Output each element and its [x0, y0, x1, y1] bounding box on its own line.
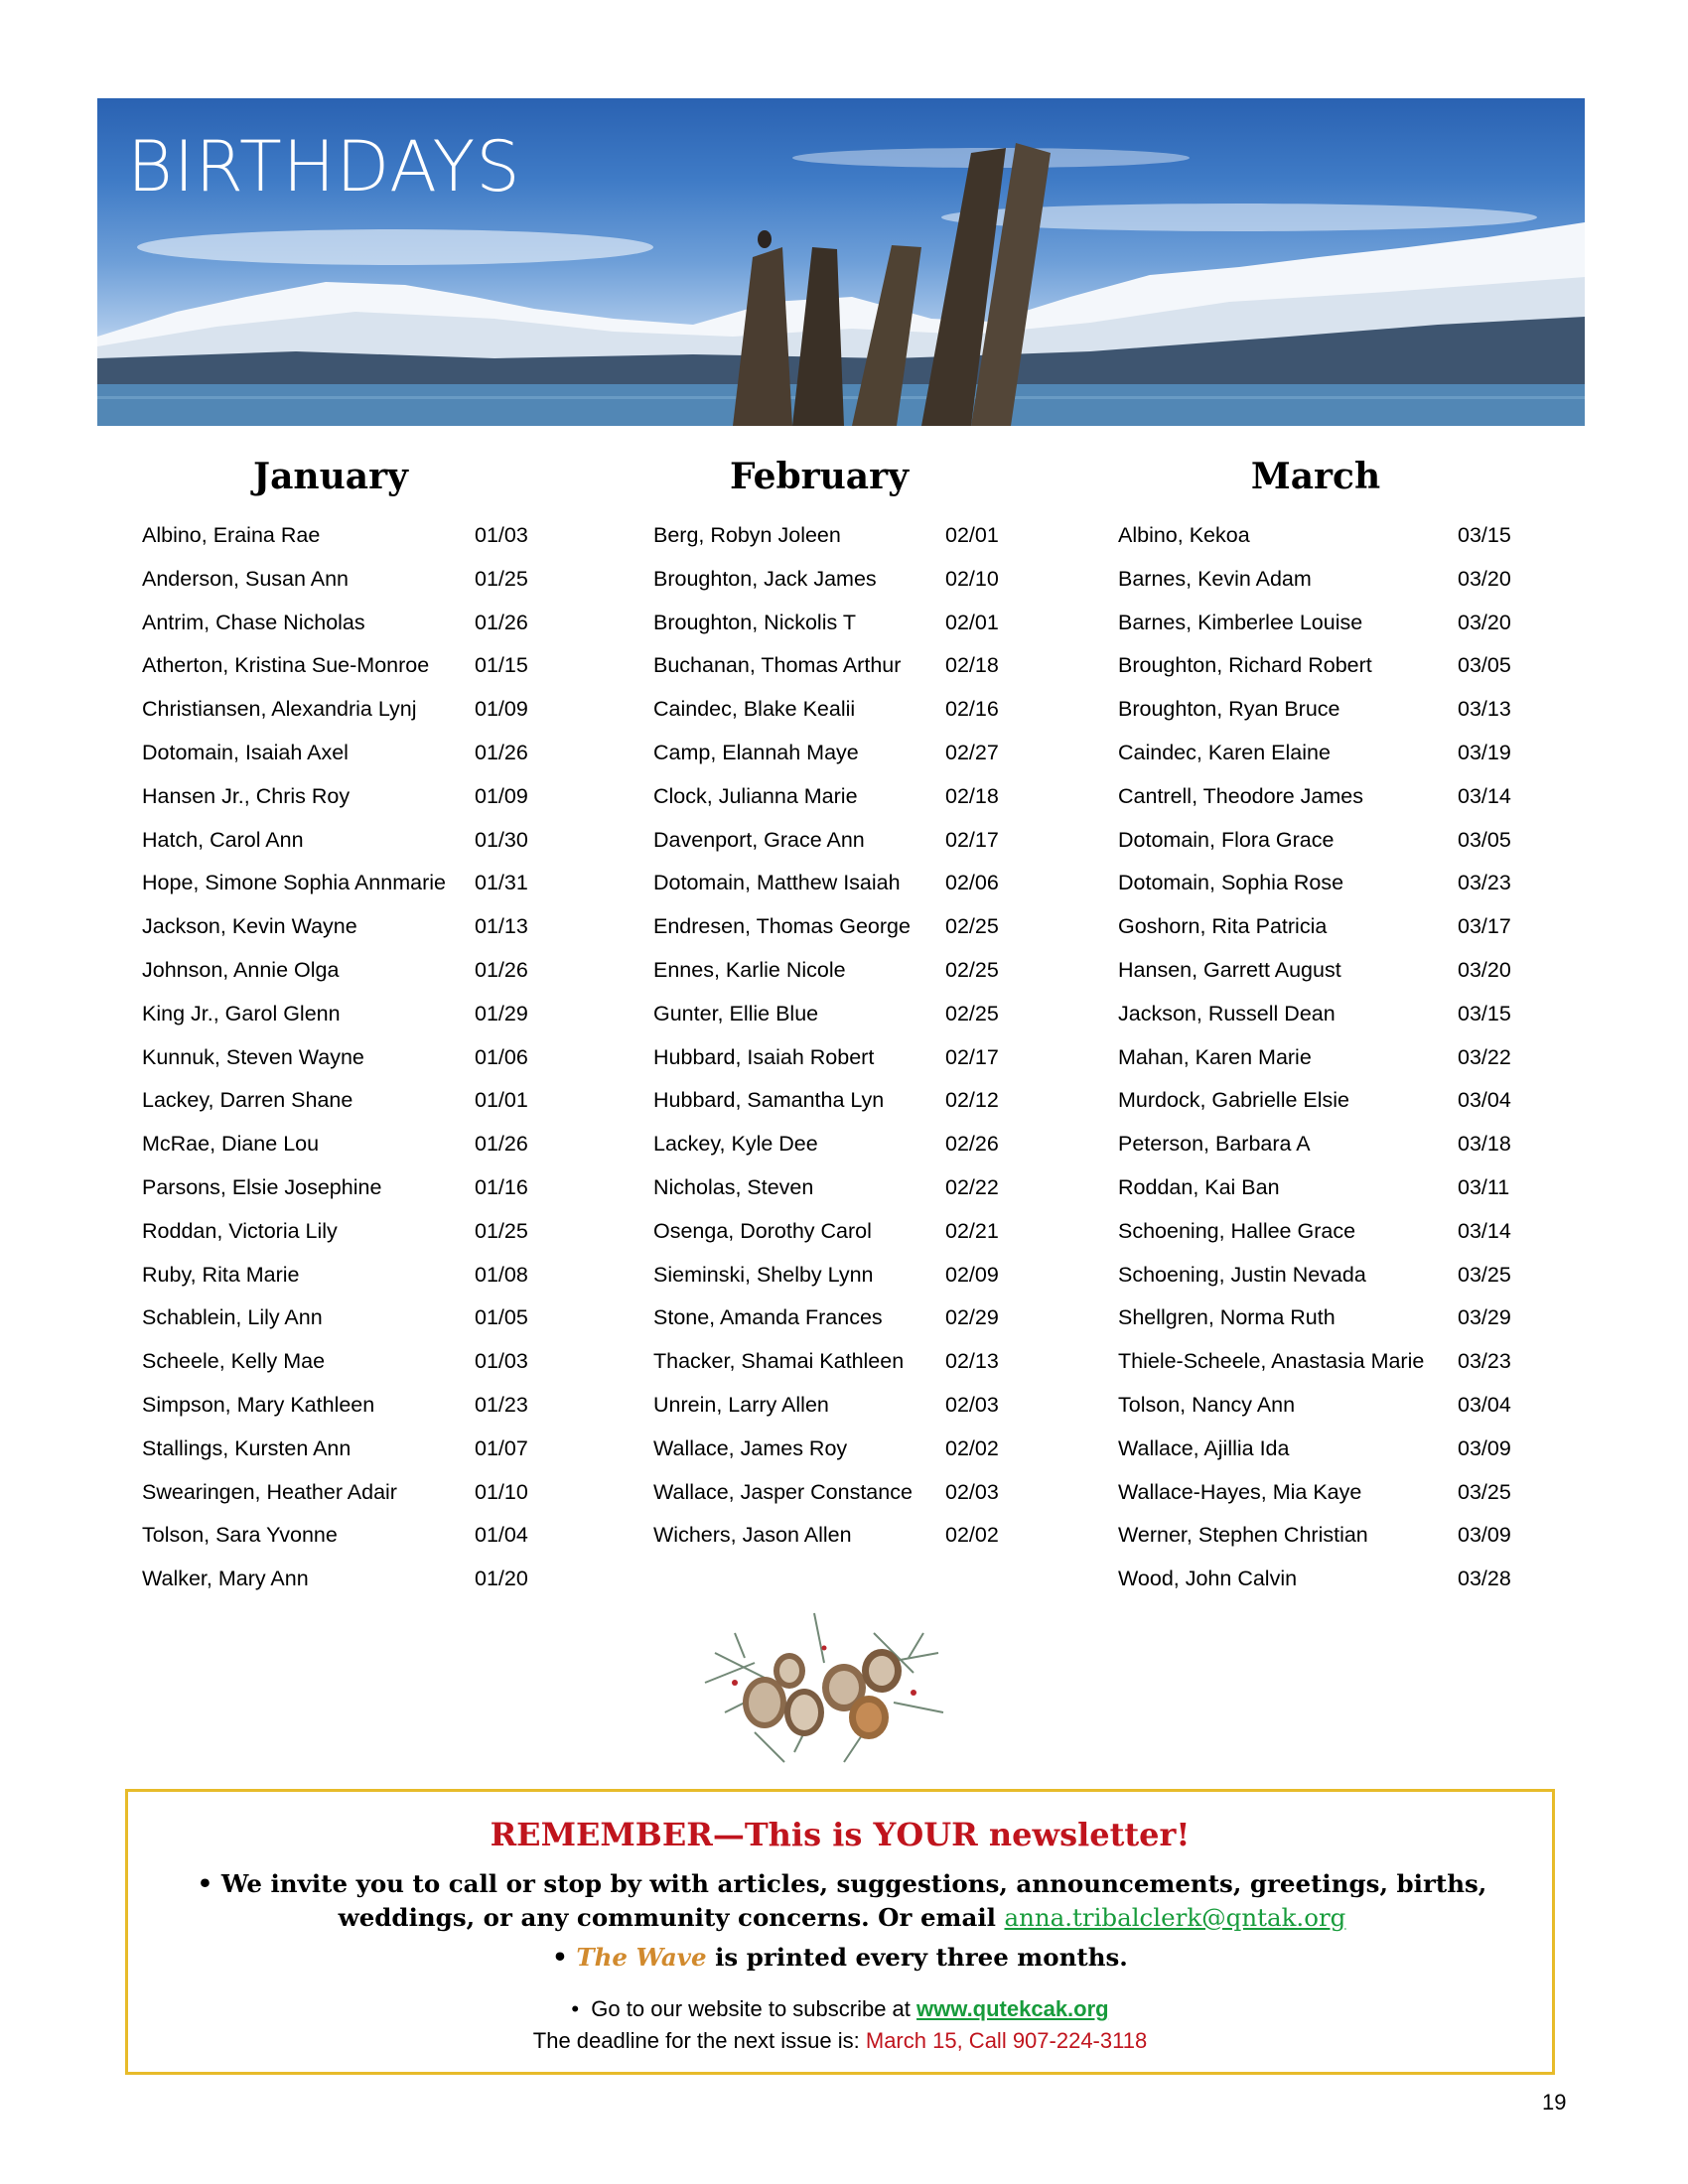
website-text: Go to our website to subscribe at — [591, 1996, 911, 2021]
birthday-date: 03/05 — [1458, 653, 1511, 678]
birthday-name: Johnson, Annie Olga — [142, 957, 340, 982]
birthday-name: Thacker, Shamai Kathleen — [653, 1349, 905, 1374]
website-line — [128, 1996, 1552, 2022]
birthday-name: Endresen, Thomas George — [653, 914, 911, 939]
birthday-name: Christiansen, Alexandria Lynj — [142, 697, 417, 722]
birthday-name: Stone, Amanda Frances — [653, 1305, 883, 1330]
birthday-row — [1082, 560, 1579, 604]
birthday-name: Hansen Jr., Chris Roy — [142, 783, 351, 808]
birthday-row — [97, 1473, 554, 1517]
birthday-row — [606, 1386, 1033, 1430]
birthday-name: Caindec, Karen Elaine — [1118, 740, 1331, 764]
birthday-name: Lackey, Darren Shane — [142, 1088, 353, 1113]
birthday-name: Tolson, Nancy Ann — [1118, 1392, 1296, 1417]
birthday-row — [606, 1081, 1033, 1125]
birthday-name: Simpson, Mary Kathleen — [142, 1392, 375, 1417]
birthday-row — [606, 1298, 1033, 1342]
birthday-row — [606, 1038, 1033, 1082]
birthday-name: Roddan, Kai Ban — [1118, 1174, 1280, 1199]
birthday-date: 01/26 — [475, 740, 528, 764]
birthday-row — [1082, 821, 1579, 865]
pinecone-garland-image — [695, 1593, 953, 1772]
birthday-name: Broughton, Jack James — [653, 566, 877, 591]
birthday-date: 01/25 — [475, 1218, 528, 1243]
birthday-date: 01/26 — [475, 610, 528, 634]
page-number: 19 — [1542, 2090, 1567, 2115]
birthday-name: Sieminski, Shelby Lynn — [653, 1262, 874, 1287]
january-column — [97, 445, 554, 1603]
birthday-name: Dotomain, Sophia Rose — [1118, 871, 1344, 895]
birthday-row — [97, 907, 554, 951]
deadline-text: The deadline for the next issue is: — [532, 2028, 860, 2053]
birthday-row — [1082, 951, 1579, 995]
birthday-name: Osenga, Dorothy Carol — [653, 1218, 872, 1243]
birthday-name: Murdock, Gabrielle Elsie — [1118, 1088, 1350, 1113]
birthday-date: 01/07 — [475, 1435, 528, 1460]
month-heading-february: February — [729, 456, 910, 497]
birthday-date: 03/17 — [1458, 914, 1511, 939]
february-list — [606, 516, 1033, 1560]
birthday-date: 03/23 — [1458, 1349, 1511, 1374]
birthday-date: 03/23 — [1458, 871, 1511, 895]
birthday-row — [97, 1516, 554, 1560]
birthday-date: 02/17 — [945, 827, 999, 852]
birthday-row — [1082, 646, 1579, 690]
birthday-row — [1082, 1342, 1579, 1386]
email-link[interactable]: anna.tribalclerk@qntak.org — [1004, 1903, 1346, 1932]
birthday-row — [606, 821, 1033, 865]
birthday-name: Broughton, Nickolis T — [653, 610, 856, 634]
birthday-row — [97, 604, 554, 647]
month-heading-march: March — [1250, 456, 1381, 497]
birthday-name: Buchanan, Thomas Arthur — [653, 653, 902, 678]
birthday-row — [606, 1430, 1033, 1473]
birthday-name: Parsons, Elsie Josephine — [142, 1174, 382, 1199]
birthday-date: 02/02 — [945, 1435, 999, 1460]
birthday-name: Antrim, Chase Nicholas — [142, 610, 365, 634]
remember-box — [125, 1789, 1555, 2075]
birthday-row — [1082, 1125, 1579, 1168]
birthday-name: Davenport, Grace Ann — [653, 827, 865, 852]
birthday-date: 03/15 — [1458, 1001, 1511, 1025]
birthday-name: Schoening, Hallee Grace — [1118, 1218, 1356, 1243]
birthday-name: Scheele, Kelly Mae — [142, 1349, 326, 1374]
birthday-date: 03/20 — [1458, 610, 1511, 634]
birthday-row — [1082, 864, 1579, 907]
birthday-date: 03/14 — [1458, 1218, 1511, 1243]
birthday-date: 02/25 — [945, 1001, 999, 1025]
birthday-name: Thiele-Scheele, Anastasia Marie — [1118, 1349, 1425, 1374]
birthday-name: Mahan, Karen Marie — [1118, 1044, 1312, 1069]
birthday-date: 03/29 — [1458, 1305, 1511, 1330]
birthday-name: Wallace, James Roy — [653, 1435, 848, 1460]
birthdays-banner — [97, 98, 1585, 426]
birthday-name: Gunter, Ellie Blue — [653, 1001, 819, 1025]
birthday-date: 03/14 — [1458, 783, 1511, 808]
birthday-row — [606, 690, 1033, 734]
birthday-row — [1082, 734, 1579, 777]
birthday-row — [97, 560, 554, 604]
birthday-row — [97, 1038, 554, 1082]
banner-title: BIRTHDAYS — [127, 126, 521, 207]
birthday-row — [97, 821, 554, 865]
birthday-name: Peterson, Barbara A — [1118, 1132, 1311, 1157]
birthday-name: Dotomain, Matthew Isaiah — [653, 871, 901, 895]
birthday-date: 01/01 — [475, 1088, 528, 1113]
birthday-date: 01/30 — [475, 827, 528, 852]
birthday-date: 02/10 — [945, 566, 999, 591]
deadline-value: March 15, Call 907-224-3118 — [865, 2028, 1148, 2053]
birthday-row — [97, 1125, 554, 1168]
birthday-date: 03/09 — [1458, 1523, 1511, 1548]
birthday-row — [606, 951, 1033, 995]
birthday-row — [1082, 1038, 1579, 1082]
birthday-row — [606, 1516, 1033, 1560]
birthday-name: Atherton, Kristina Sue-Monroe — [142, 653, 430, 678]
birthday-date: 01/05 — [475, 1305, 528, 1330]
birthday-date: 01/26 — [475, 957, 528, 982]
birthday-row — [97, 646, 554, 690]
birthday-row — [606, 864, 1033, 907]
birthday-date: 02/29 — [945, 1305, 999, 1330]
birthday-date: 01/03 — [475, 523, 528, 547]
birthday-date: 03/28 — [1458, 1567, 1511, 1591]
birthday-name: Jackson, Russell Dean — [1118, 1001, 1336, 1025]
birthday-row — [606, 604, 1033, 647]
wave-line — [128, 1943, 1552, 1972]
birthday-name: Barnes, Kimberlee Louise — [1118, 610, 1363, 634]
birthday-date: 02/27 — [945, 740, 999, 764]
birthday-name: Nicholas, Steven — [653, 1174, 814, 1199]
wave-text: is printed every three months. — [715, 1943, 1128, 1972]
birthday-date: 02/02 — [945, 1523, 999, 1548]
birthday-date: 02/26 — [945, 1132, 999, 1157]
birthday-row — [1082, 604, 1579, 647]
birthday-name: Albino, Eraina Rae — [142, 523, 321, 547]
birthday-name: Jackson, Kevin Wayne — [142, 914, 357, 939]
birthday-row — [606, 777, 1033, 821]
birthday-name: Swearingen, Heather Adair — [142, 1479, 397, 1504]
birthday-date: 03/22 — [1458, 1044, 1511, 1069]
birthday-name: Shellgren, Norma Ruth — [1118, 1305, 1336, 1330]
birthday-name: Werner, Stephen Christian — [1118, 1523, 1368, 1548]
birthday-date: 02/01 — [945, 610, 999, 634]
birthday-date: 02/17 — [945, 1044, 999, 1069]
bullet: • — [552, 1943, 568, 1972]
birthday-date: 02/03 — [945, 1479, 999, 1504]
birthday-row — [97, 1168, 554, 1212]
birthday-row — [97, 1430, 554, 1473]
birthday-name: Wallace-Hayes, Mia Kaye — [1118, 1479, 1362, 1504]
birthday-name: Hansen, Garrett August — [1118, 957, 1341, 982]
remember-title: REMEMBER—This is YOUR newsletter! — [490, 1816, 1191, 1853]
birthday-row — [606, 907, 1033, 951]
birthday-row — [1082, 1430, 1579, 1473]
birthday-row — [606, 516, 1033, 560]
birthday-row — [1082, 1386, 1579, 1430]
birthday-row — [97, 1386, 554, 1430]
birthday-row — [1082, 690, 1579, 734]
birthday-date: 03/11 — [1458, 1174, 1510, 1199]
birthday-row — [1082, 1256, 1579, 1299]
birthday-name: Broughton, Ryan Bruce — [1118, 697, 1340, 722]
birthday-row — [97, 864, 554, 907]
birthday-date: 02/22 — [945, 1174, 999, 1199]
birthday-row — [606, 1168, 1033, 1212]
birthday-name: Kunnuk, Steven Wayne — [142, 1044, 364, 1069]
invite-paragraph — [142, 1867, 1542, 1935]
birthday-name: Stallings, Kursten Ann — [142, 1435, 352, 1460]
birthday-row — [97, 690, 554, 734]
birthday-row — [1082, 777, 1579, 821]
birthday-date: 02/18 — [945, 783, 999, 808]
birthday-date: 01/16 — [475, 1174, 528, 1199]
birthday-name: Roddan, Victoria Lily — [142, 1218, 338, 1243]
birthday-date: 02/25 — [945, 957, 999, 982]
birthday-date: 03/13 — [1458, 697, 1511, 722]
deadline-line — [128, 2028, 1552, 2054]
birthday-row — [1082, 907, 1579, 951]
birthday-date: 01/03 — [475, 1349, 528, 1374]
birthday-name: King Jr., Garol Glenn — [142, 1001, 341, 1025]
birthday-date: 02/12 — [945, 1088, 999, 1113]
birthday-date: 01/15 — [475, 653, 528, 678]
month-heading-january: January — [253, 456, 408, 497]
birthday-row — [606, 1473, 1033, 1517]
birthday-name: Walker, Mary Ann — [142, 1567, 309, 1591]
birthday-row — [97, 1342, 554, 1386]
website-link[interactable]: www.qutekcak.org — [916, 1996, 1109, 2021]
birthday-name: Camp, Elannah Maye — [653, 740, 859, 764]
birthday-date: 03/09 — [1458, 1435, 1511, 1460]
birthday-name: Berg, Robyn Joleen — [653, 523, 841, 547]
birthday-date: 01/25 — [475, 566, 528, 591]
birthday-name: Hope, Simone Sophia Annmarie — [142, 871, 446, 895]
march-list — [1082, 516, 1579, 1603]
birthday-row — [97, 1081, 554, 1125]
birthday-row — [606, 1342, 1033, 1386]
birthday-name: Schablein, Lily Ann — [142, 1305, 323, 1330]
birthday-row — [97, 777, 554, 821]
birthday-row — [1082, 1081, 1579, 1125]
birthday-row — [97, 1298, 554, 1342]
bullet: • — [571, 1996, 580, 2021]
birthday-name: Albino, Kekoa — [1118, 523, 1250, 547]
birthday-date: 01/23 — [475, 1392, 528, 1417]
birthday-date: 01/09 — [475, 697, 528, 722]
birthday-row — [606, 560, 1033, 604]
birthday-row — [1082, 1168, 1579, 1212]
birthday-name: Caindec, Blake Kealii — [653, 697, 856, 722]
birthday-row — [606, 646, 1033, 690]
birthday-row — [97, 1256, 554, 1299]
birthday-row — [606, 1256, 1033, 1299]
birthday-row — [97, 1560, 554, 1603]
birthday-row — [97, 516, 554, 560]
birthday-date: 01/04 — [475, 1523, 528, 1548]
birthday-date: 02/06 — [945, 871, 999, 895]
birthday-name: Unrein, Larry Allen — [653, 1392, 829, 1417]
birthday-row — [1082, 1516, 1579, 1560]
birthday-date: 02/01 — [945, 523, 999, 547]
birthday-row — [1082, 995, 1579, 1038]
birthday-date: 02/21 — [945, 1218, 999, 1243]
february-column — [606, 445, 1033, 1560]
birthday-name: Anderson, Susan Ann — [142, 566, 349, 591]
birthday-name: Hubbard, Samantha Lyn — [653, 1088, 885, 1113]
birthday-row — [97, 734, 554, 777]
birthday-name: Wallace, Ajillia Ida — [1118, 1435, 1290, 1460]
birthday-row — [606, 995, 1033, 1038]
birthday-date: 02/03 — [945, 1392, 999, 1417]
birthday-name: Wood, John Calvin — [1118, 1567, 1298, 1591]
birthday-date: 03/19 — [1458, 740, 1511, 764]
birthday-date: 01/31 — [475, 871, 528, 895]
birthday-date: 02/09 — [945, 1262, 999, 1287]
birthday-date: 02/16 — [945, 697, 999, 722]
birthday-date: 02/25 — [945, 914, 999, 939]
birthday-date: 01/08 — [475, 1262, 528, 1287]
birthday-name: Goshorn, Rita Patricia — [1118, 914, 1328, 939]
birthday-date: 01/13 — [475, 914, 528, 939]
birthday-row — [97, 1212, 554, 1256]
birthday-name: Barnes, Kevin Adam — [1118, 566, 1312, 591]
birthday-row — [1082, 1560, 1579, 1603]
birthday-row — [606, 734, 1033, 777]
birthday-name: Wichers, Jason Allen — [653, 1523, 852, 1548]
bullet: • — [197, 1869, 213, 1898]
birthday-name: Tolson, Sara Yvonne — [142, 1523, 338, 1548]
birthday-row — [97, 995, 554, 1038]
birthday-date: 03/15 — [1458, 523, 1511, 547]
birthday-date: 01/20 — [475, 1567, 528, 1591]
january-list — [97, 516, 554, 1603]
birthday-name: Ennes, Karlie Nicole — [653, 957, 846, 982]
birthday-row — [606, 1125, 1033, 1168]
birthday-row — [1082, 516, 1579, 560]
birthday-row — [97, 951, 554, 995]
birthday-name: Dotomain, Isaiah Axel — [142, 740, 349, 764]
birthday-date: 01/06 — [475, 1044, 528, 1069]
birthday-date: 03/20 — [1458, 957, 1511, 982]
birthday-name: Clock, Julianna Marie — [653, 783, 858, 808]
birthday-name: Lackey, Kyle Dee — [653, 1132, 818, 1157]
birthday-name: Broughton, Richard Robert — [1118, 653, 1372, 678]
birthday-date: 03/04 — [1458, 1088, 1511, 1113]
birthday-date: 01/26 — [475, 1132, 528, 1157]
march-column — [1082, 445, 1579, 1603]
birthday-name: Ruby, Rita Marie — [142, 1262, 300, 1287]
birthday-row — [1082, 1212, 1579, 1256]
birthday-row — [1082, 1473, 1579, 1517]
birthday-date: 02/18 — [945, 653, 999, 678]
birthday-name: Hatch, Carol Ann — [142, 827, 304, 852]
birthday-name: Dotomain, Flora Grace — [1118, 827, 1335, 852]
birthday-name: Schoening, Justin Nevada — [1118, 1262, 1366, 1287]
birthday-row — [606, 1212, 1033, 1256]
birthday-date: 03/05 — [1458, 827, 1511, 852]
birthday-name: Cantrell, Theodore James — [1118, 783, 1363, 808]
birthday-name: McRae, Diane Lou — [142, 1132, 320, 1157]
birthday-date: 01/29 — [475, 1001, 528, 1025]
birthday-date: 01/10 — [475, 1479, 528, 1504]
birthday-date: 02/13 — [945, 1349, 999, 1374]
birthday-row — [1082, 1298, 1579, 1342]
birthday-name: Hubbard, Isaiah Robert — [653, 1044, 875, 1069]
birthday-date: 03/18 — [1458, 1132, 1511, 1157]
invite-text: We invite you to call or stop by with articles, suggestions, announcements, greetings, births, weddings, or any community concerns. Or email — [220, 1869, 1487, 1932]
birthday-name: Wallace, Jasper Constance — [653, 1479, 913, 1504]
wave-name: The Wave — [576, 1943, 707, 1972]
birthday-date: 01/09 — [475, 783, 528, 808]
birthday-date: 03/25 — [1458, 1479, 1511, 1504]
birthday-date: 03/04 — [1458, 1392, 1511, 1417]
birthday-date: 03/20 — [1458, 566, 1511, 591]
birthday-date: 03/25 — [1458, 1262, 1511, 1287]
